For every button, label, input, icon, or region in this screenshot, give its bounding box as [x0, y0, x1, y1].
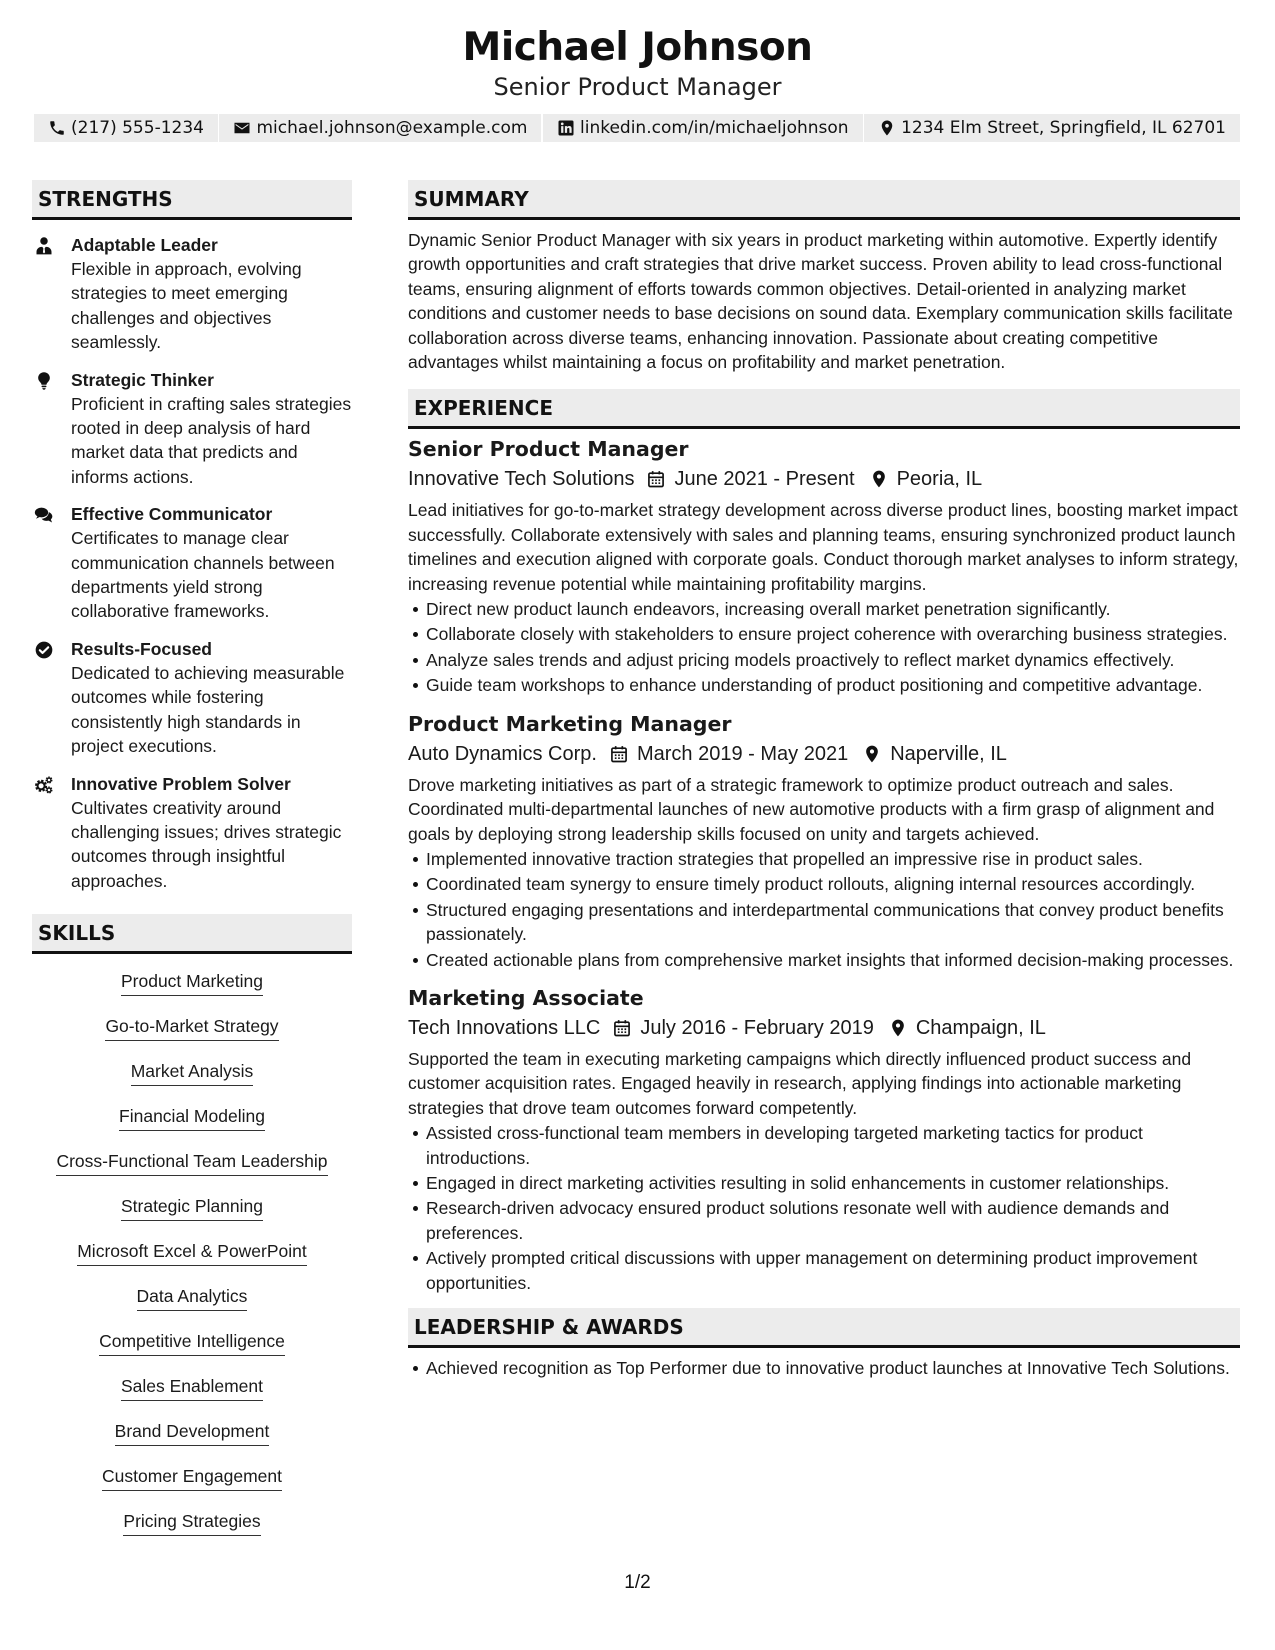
skill-item: Brand Development [32, 1419, 352, 1464]
strength-desc: Flexible in approach, evolving strategies to meet emerging challenges and objectives seamlessly. [71, 259, 302, 353]
job-bullet: Coordinated team synergy to ensure timely product rollouts, aligning internal resources accordingly. [426, 872, 1240, 896]
user-tie-icon [34, 236, 54, 256]
job-location: Champaign, IL [915, 1016, 1046, 1039]
job-location: Peoria, IL [896, 468, 983, 491]
skill-item: Data Analytics [32, 1284, 352, 1329]
job-bullet: Engaged in direct marketing activities resulting in solid enhancements in customer relationships. [426, 1171, 1240, 1195]
job-dates: March 2019 - May 2021 [636, 742, 849, 765]
job-description: Supported the team in executing marketing campaigns which directly influenced product success and customer acquisition rates. Engaged heavily in research, applying findings into actionable marketing strategies that drove team outcomes forward competently. [408, 1048, 1192, 1118]
strength-title: Strategic Thinker [71, 369, 214, 390]
job-bullets [408, 597, 1240, 698]
job-bullet: Implemented innovative traction strategies that propelled an impressive rise in product sales. [426, 847, 1240, 871]
skill-item: Sales Enablement [32, 1374, 352, 1419]
skill-item: Financial Modeling [32, 1104, 352, 1149]
job-title: Marketing Associate [408, 985, 644, 1010]
strength-title: Results-Focused [71, 638, 212, 659]
skill-item: Cross-Functional Team Leadership [32, 1149, 352, 1194]
job-bullet: Created actionable plans from comprehensive market insights that informed decision-making processes. [426, 948, 1240, 972]
job-location: Naperville, IL [890, 742, 1007, 765]
strength-title: Innovative Problem Solver [71, 773, 291, 794]
calendar-icon [612, 1018, 632, 1038]
strengths-heading: STRENGTHS [32, 180, 352, 220]
job-dates: July 2016 - February 2019 [640, 1016, 874, 1039]
skill-item: Strategic Planning [32, 1194, 352, 1239]
job-company: Tech Innovations LLC [408, 1016, 601, 1039]
location-icon [869, 469, 889, 489]
skill-item: Customer Engagement [32, 1464, 352, 1509]
right-column [408, 180, 1240, 1381]
job-meta [408, 739, 1240, 769]
check-circle-icon [34, 640, 54, 660]
job-title: Senior Product Manager [408, 437, 689, 462]
location-icon [888, 1018, 908, 1038]
contact-phone[interactable] [34, 114, 218, 142]
email-icon [233, 119, 251, 137]
skills-heading: SKILLS [32, 914, 352, 954]
contact-linkedin[interactable] [543, 114, 863, 142]
left-column [32, 180, 352, 1554]
page-indicator: 1/2 [624, 1572, 651, 1593]
resume-header [0, 22, 1275, 102]
location-icon [862, 744, 882, 764]
job-bullet: Actively prompted critical discussions with upper management on determining product improvement opportunities. [426, 1246, 1240, 1295]
calendar-icon [609, 744, 629, 764]
job-bullets [408, 847, 1240, 972]
contact-address-text: 1234 Elm Street, Springfield, IL 62701 [901, 118, 1226, 138]
job-description: Drove marketing initiatives as part of a strategic framework to optimize product outreach and sales. Coordinated multi-departmental launches of new automotive products with a firm grasp of alignment and goals by deploying strong leadership skills focused on unity and targets achieved. [408, 774, 1215, 844]
skill-item: Market Analysis [32, 1059, 352, 1104]
job-meta [408, 1013, 1240, 1043]
awards-heading: LEADERSHIP & AWARDS [408, 1308, 1240, 1348]
comments-icon [34, 505, 54, 525]
contact-phone-text: (217) 555-1234 [71, 118, 204, 138]
candidate-title: Senior Product Manager [493, 73, 782, 101]
job-bullet: Guide team workshops to enhance understanding of product positioning and competitive advantage. [426, 673, 1240, 697]
skills-list [32, 969, 352, 1554]
strength-title: Effective Communicator [71, 504, 273, 525]
job-bullets [408, 1121, 1240, 1295]
job-bullet: Direct new product launch endeavors, increasing overall market penetration significantly. [426, 597, 1240, 621]
job-entry [408, 710, 1240, 972]
cogs-icon [34, 775, 54, 795]
strength-item [32, 368, 352, 490]
strength-title: Adaptable Leader [71, 235, 218, 255]
job-company: Innovative Tech Solutions [408, 468, 635, 491]
candidate-name: Michael Johnson [462, 25, 813, 70]
contact-email[interactable] [219, 114, 541, 142]
experience-heading: EXPERIENCE [408, 389, 1240, 429]
strength-desc: Cultivates creativity around challenging issues; drives strategic outcomes through insightful approaches. [71, 797, 342, 891]
strength-item [32, 637, 352, 759]
job-entry [408, 435, 1240, 697]
strength-desc: Proficient in crafting sales strategies rooted in deep analysis of hard market data that predicts and informs actions. [71, 393, 352, 487]
skill-item: Microsoft Excel & PowerPoint [32, 1239, 352, 1284]
job-bullet: Collaborate closely with stakeholders to ensure project coherence with overarching business strategies. [426, 622, 1240, 646]
awards-list [408, 1356, 1240, 1380]
skill-item: Go-to-Market Strategy [32, 1014, 352, 1059]
contact-linkedin-text: linkedin.com/in/michaeljohnson [580, 118, 849, 138]
contact-address [864, 114, 1240, 142]
strength-desc: Certificates to manage clear communication channels between departments yield strong collaborative frameworks. [71, 528, 335, 622]
job-meta [408, 464, 1240, 494]
strength-item [32, 233, 352, 355]
strength-item [32, 772, 352, 894]
job-dates: June 2021 - Present [674, 468, 855, 491]
contact-bar [34, 114, 1240, 142]
job-bullet: Assisted cross-functional team members in developing targeted marketing tactics for product introductions. [426, 1121, 1240, 1170]
skill-item: Competitive Intelligence [32, 1329, 352, 1374]
calendar-icon [646, 469, 666, 489]
job-bullet: Analyze sales trends and adjust pricing models proactively to reflect market dynamics effectively. [426, 648, 1240, 672]
lightbulb-icon [34, 371, 54, 391]
job-company: Auto Dynamics Corp. [408, 742, 597, 765]
job-description: Lead initiatives for go-to-market strategy development across diverse product lines, boosting market impact successfully. Collaborate extensively with sales and planning teams, ensuring synchronized product launch timelines and execution aligned with corporate goals. Conduct thorough market analyses to inform strategy, increasing revenue potential while maintaining profitability margins. [408, 500, 1239, 594]
contact-email-text: michael.johnson@example.com [256, 118, 528, 138]
location-icon [878, 119, 896, 137]
skill-item: Pricing Strategies [32, 1509, 352, 1554]
summary-heading: SUMMARY [408, 180, 1240, 220]
job-title: Product Marketing Manager [408, 711, 732, 736]
phone-icon [48, 119, 66, 137]
job-bullet: Structured engaging presentations and interdepartmental communications that convey product benefits passionately. [426, 898, 1240, 947]
skill-item: Product Marketing [32, 969, 352, 1014]
award-item: Achieved recognition as Top Performer due to innovative product launches at Innovative Tech Solutions. [426, 1356, 1240, 1380]
strength-desc: Dedicated to achieving measurable outcomes while fostering consistently high standards in project executions. [71, 662, 345, 757]
summary-text: Dynamic Senior Product Manager with six years in product marketing within automotive. Expertly identify growth opportunities and craft strategies that drive market success. Proven ability to lead cross-functional teams, ensuring alignment of efforts towards common objectives. Detail-oriented in analyzing market conditions and customer needs to base decisions on sound data. Exemplary communication skills facilitate collaboration across diverse teams, enhancing innovation. Passionate about creating competitive advantages whilst maintaining a focus on profitability and market penetration. [408, 230, 1233, 373]
linkedin-icon [557, 119, 575, 137]
strength-item [32, 502, 352, 624]
job-bullet: Research-driven advocacy ensured product solutions resonate well with audience demands and preferences. [426, 1196, 1240, 1245]
job-entry [408, 984, 1240, 1295]
